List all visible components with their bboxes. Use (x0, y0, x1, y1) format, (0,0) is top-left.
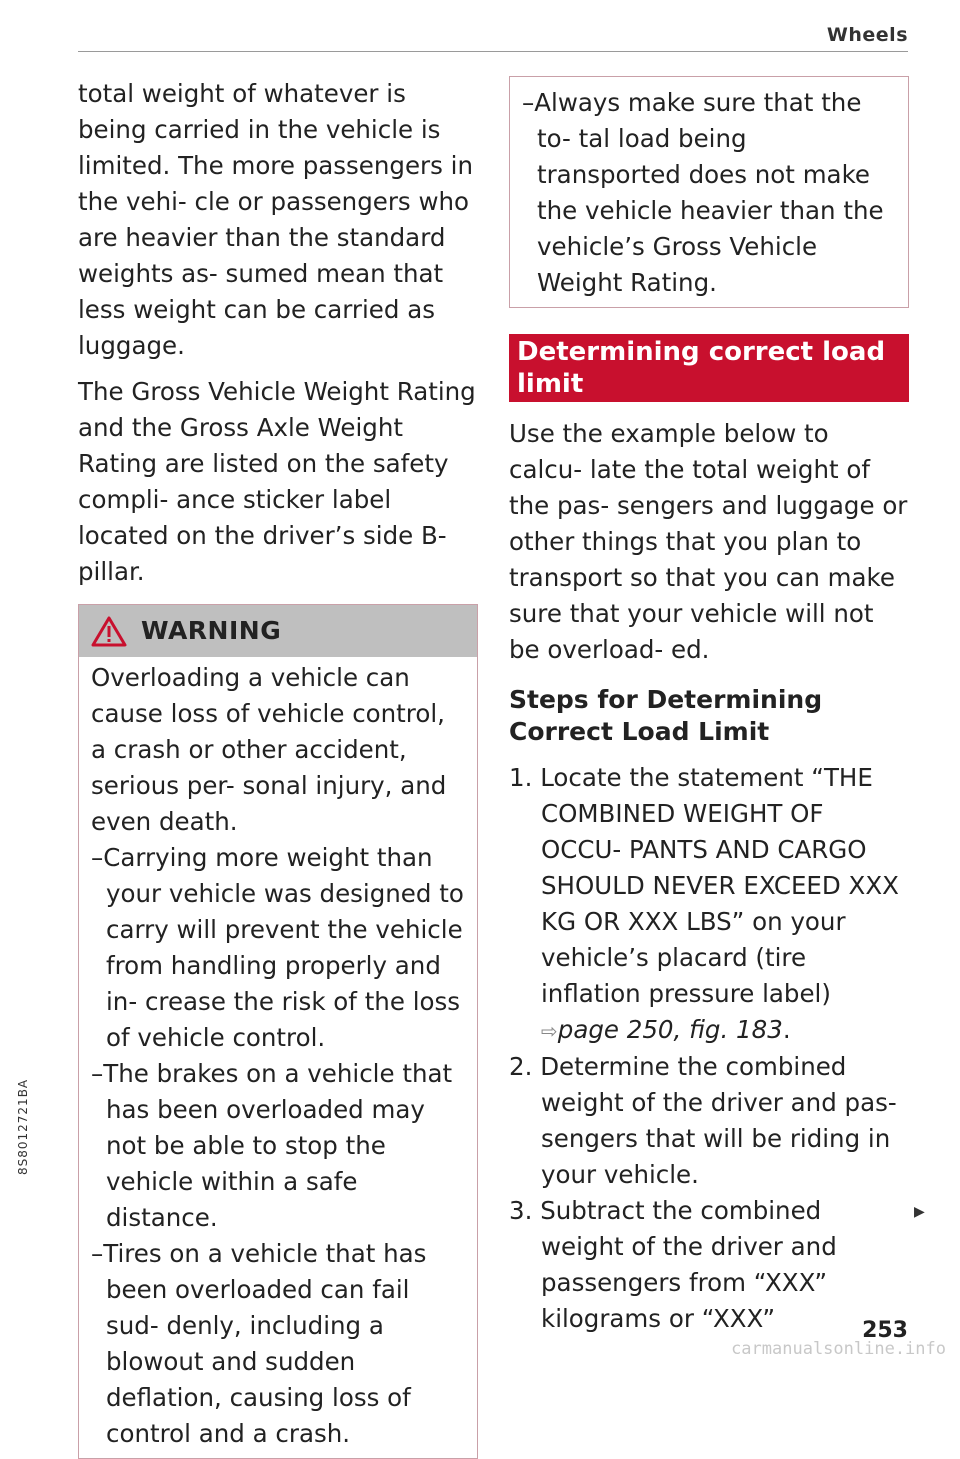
step-item (509, 1049, 909, 1193)
step-number: 2. (509, 1052, 533, 1081)
step-item (509, 760, 909, 1049)
steps-heading: Steps for Determining Correct Load Limit (509, 685, 823, 746)
warning-header (79, 605, 477, 657)
warning-triangle-icon (91, 616, 127, 647)
document-code: 8S8012721BA (16, 1078, 30, 1175)
step-number: 1. (509, 763, 533, 792)
warning-intro: Overloading a vehicle can cause loss of vehicle control, a crash or other accident, serious per- sonal injury, and even death. (91, 663, 447, 836)
step-text: Determine the combined weight of the driver and pas- sengers that will be riding in your vehicle. (540, 1052, 897, 1189)
page-reference-link[interactable]: page 250, fig. 183 (557, 1015, 783, 1044)
step-text: Subtract the combined weight of the driver and passengers from “XXX” kilograms or “XXX” (540, 1196, 837, 1333)
step-number: 3. (509, 1196, 533, 1225)
page-link-arrow-icon: ⇨ (541, 1019, 558, 1043)
warning-body (79, 657, 477, 1458)
warning-box (78, 604, 478, 1459)
warning-list-item: –Carrying more weight than your vehicle was designed to carry will prevent the vehicle from handling properly and in- crease the risk of the loss of vehicle control. (91, 843, 464, 1052)
note-text: –Always make sure that the to- tal load being transported does not make the vehicle heavier than the vehicle’s Gross Vehicle Weight Rating. (522, 88, 884, 297)
section-title: Determining correct load limit (509, 334, 909, 402)
step-text-end: . (782, 1015, 791, 1044)
warning-list-item: –Tires on a vehicle that has been overloaded can fail sud- denly, including a blowout and sudden deflation, causing loss of control and a crash. (91, 1239, 427, 1448)
step-item (509, 1193, 909, 1337)
body-paragraph-1: total weight of whatever is being carried in the vehicle is limited. The more passengers in the vehi- cle or passengers who are heavier than the standard weights as- sumed mean that less weight can be carried as luggage. (78, 79, 473, 360)
right-column (509, 76, 909, 1337)
step-text: Locate the statement “THE COMBINED WEIGHT OF OCCU- PANTS AND CARGO SHOULD NEVER EXCEED XXX KG OR XXX LBS” on your vehicle’s placard (tire inflation pressure label) (540, 763, 899, 1008)
left-column (78, 76, 478, 1459)
page-header-title: Wheels (826, 24, 908, 46)
section-intro: Use the example below to calcu- late the total weight of the pas- sengers and luggage or other things that you plan to transport so that you can make sure that your vehicle will not be overload- ed. (509, 419, 908, 664)
warning-list-item: –The brakes on a vehicle that has been overloaded may not be able to stop the vehicle within a safe distance. (91, 1059, 453, 1232)
body-paragraph-2: The Gross Vehicle Weight Rating and the Gross Axle Weight Rating are listed on the safety compli- ance sticker label located on the driver’s side B-pillar. (78, 377, 476, 586)
page-number: 253 (862, 1318, 908, 1343)
steps-list (509, 760, 909, 1337)
warning-title: WARNING (141, 616, 282, 645)
header-divider (78, 51, 908, 52)
watermark: carmanualsonline.info (731, 1339, 946, 1359)
continue-arrow-icon: ▶ (914, 1204, 925, 1220)
note-box (509, 76, 909, 308)
